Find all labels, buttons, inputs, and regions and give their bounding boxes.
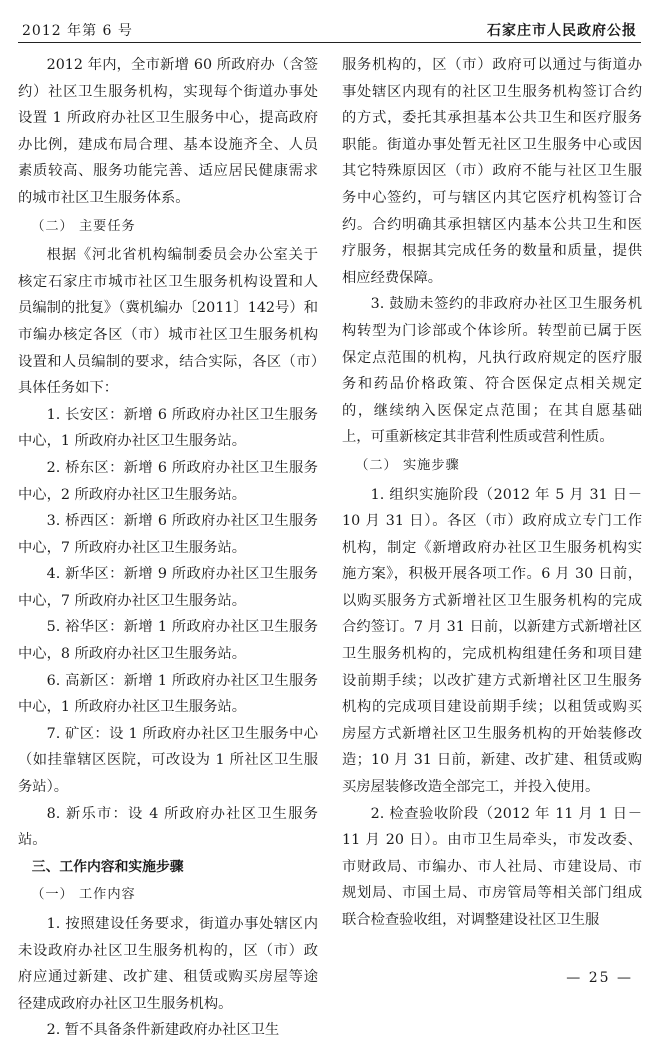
right-column (342, 52, 642, 934)
task-item-qiaodong: 2. 桥东区：新增 6 所政府办社区卫生服务中心，2 所政府办社区卫生服务站。 (18, 459, 318, 503)
task-item-xinle: 8. 新乐市：设 4 所政府办社区卫生服务站。 (18, 805, 318, 849)
paragraph-content-2-cont: 服务机构的，区（市）政府可以通过与街道办事处辖区内现有的社区卫生服务机构签订合约的方式，委托其承担基本公共卫生和医疗服务职能。街道办事处暂无社区卫生服务中心或因其它特殊原因区（市）政府不能与社区卫生服务中心签约，可与辖区内其它医疗机构签订合约。合约明确其承担辖区内基本公共卫生和医疗服务，根据其完成任务的数量和质量，提供相应经费保障。 (342, 57, 642, 286)
paragraph-goal: 2012 年内，全市新增 60 所政府办（含签约）社区卫生服务机构，实现每个街道办事处设置 1 所政府办社区卫生服务中心，提高政府办比例，建成布局合理、基本设施齐全、人员素质较高、服务功能完善、适应居民健康需求的城市社区卫生服务体系。 (18, 57, 318, 206)
paragraph-content-3: 3. 鼓励未签约的非政府办社区卫生服务机构转型为门诊部或个体诊所。转型前已属于医保定点范围的机构，凡执行政府规定的医疗服务和药品价格政策、符合医保定点相关规定的，继续纳入医保定点范围；在其自愿基础上，可重新核定其非营利性质或营利性质。 (342, 296, 642, 446)
task-item-qiaoxi: 3. 桥西区：新增 6 所政府办社区卫生服务中心，7 所政府办社区卫生服务站。 (18, 513, 318, 556)
task-item-xinhua: 4. 新华区：新增 9 所政府办社区卫生服务中心，7 所政府办社区卫生服务站。 (18, 566, 318, 609)
subsection-heading-steps: （二） 实施步骤 (355, 457, 460, 473)
section-heading-work-content: 三、工作内容和实施步骤 (31, 858, 184, 875)
issue-label: 2012 年第 6 号 (22, 23, 133, 39)
section-heading-main-tasks: （二） 主要任务 (31, 218, 136, 234)
task-item-changan: 1. 长安区：新增 6 所政府办社区卫生服务中心，1 所政府办社区卫生服务站。 (18, 406, 318, 450)
paragraph-step-2: 2. 检查验收阶段（2012 年 11 月 1 日－11 月 20 日）。由市卫生局牵头，市发改委、市财政局、市编办、市人社局、市建设局、市规划局、市国土局、市房管局等相关部门组成联合检查验收组，对调整建设社区卫生服 (342, 805, 642, 928)
paragraph-content-1: 1. 按照建设任务要求，街道办事处辖区内未设政府办社区卫生服务机构的，区（市）政府应通过新建、改扩建、租赁或购买房屋等途径建成政府办社区卫生服务机构。 (18, 916, 318, 1012)
subsection-heading-work-content: （一） 工作内容 (31, 887, 136, 903)
publication-title: 石家庄市人民政府公报 (487, 23, 637, 39)
task-item-gaoxin: 6. 高新区：新增 1 所政府办社区卫生服务中心，1 所政府办社区卫生服务站。 (18, 672, 318, 716)
task-item-yuhua: 5. 裕华区：新增 1 所政府办社区卫生服务中心，8 所政府办社区卫生服务站。 (18, 619, 318, 663)
task-item-kuangqu: 7. 矿区：设 1 所政府办社区卫生服务中心（如挂靠辖区医院，可改设为 1 所社区卫生服务站）。 (18, 725, 318, 796)
paragraph-content-2-start: 2. 暂不具备条件新建政府办社区卫生 (46, 1022, 280, 1039)
page-header (18, 14, 641, 43)
page-number: — 25 — (566, 970, 633, 986)
paragraph-basis: 根据《河北省机构编制委员会办公室关于核定石家庄市城市社区卫生服务机构设置和人员编制的批复》（冀机编办〔2011〕142号）和市编办核定各区（市）城市社区卫生服务机构设置和人员编制的要求，结合实际，各区（市）具体任务如下： (18, 247, 318, 397)
left-column (18, 52, 318, 1044)
paragraph-step-1: 1. 组织实施阶段（2012 年 5 月 31 日－10 月 31 日）。各区（市）政府成立专门工作机构，制定《新增政府办社区卫生服务机构实施方案》，积极开展各项工作。6 月 30 日前，以购买服务方式新增社区卫生服务机构的完成合约签订。7 月 31 日前，以新建方式新增社区卫生服务机构的，完成机构组建任务和项目建设前期手续；以改扩建方式新增社区卫生服务机构的完成项目建设前期手续；以租赁或购买房屋方式新增社区卫生服务机构的开始装修改造；10 月 31 日前，新建、改扩建、租赁或购买房屋装修改造全部完工，并投入使用。 (342, 486, 642, 796)
